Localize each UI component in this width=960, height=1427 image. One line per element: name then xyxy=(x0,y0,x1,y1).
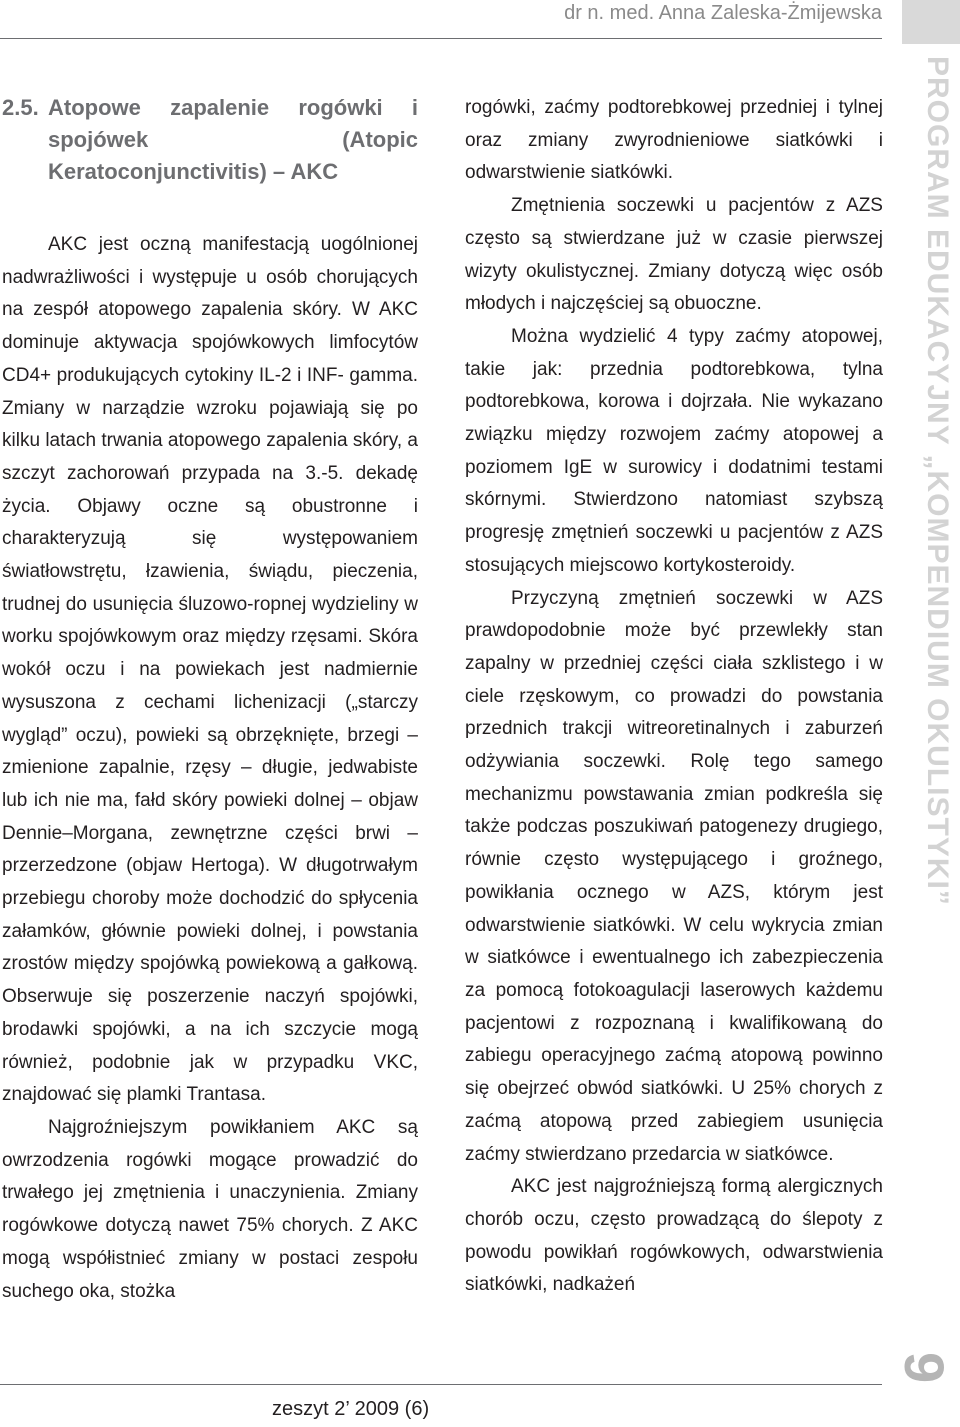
section-number: 2.5. xyxy=(2,95,39,120)
right-column xyxy=(465,92,883,1302)
header-divider xyxy=(0,38,882,39)
issue-label: zeszyt 2’ 2009 (6) xyxy=(272,1398,430,1420)
paragraph: rogówki, zaćmy podtorebkowej przedniej i tylnej oraz zmiany zwyrodnieniowe siatkówki i odwarstwienie siatkówki. xyxy=(465,97,883,184)
paragraph: Najgroźniejszym powikłaniem AKC są owrzodzenia rogówki mogące prowadzić do trwałego jej zmętnienia i unaczynienia. Zmiany rogówkowe dotyczą nawet 75% chorych. Z AKC mogą współistnieć zmiany w postaci zespołu suchego oka, stożka xyxy=(2,1116,418,1302)
paragraph: Zmętnienia soczewki u pacjentów z AZS często są stwierdzane już w czasie pierwszej wizyty okulistycznej. Zmiany dotyczą więc osób młodych i najczęściej są obuoczne. xyxy=(465,195,883,315)
paragraph: AKC jest najgroźniejszą formą alergicznych chorób oczu, często prowadzącą do ślepoty z powodu powikłań rogówkowych, odwarstwienia siatkówki, nadkażeń xyxy=(465,1176,883,1296)
program-vertical-label: PROGRAM EDUKACYJNY „KOMPENDIUM OKULISTYKI” xyxy=(921,56,954,906)
section-title: Atopowe zapalenie rogówki i spojówek (Atopic Keratoconjunctivitis) – AKC xyxy=(48,95,418,184)
section-heading xyxy=(2,92,418,188)
footer-divider xyxy=(0,1384,882,1385)
page-number: 9 xyxy=(893,1352,956,1384)
paragraph: AKC jest oczną manifestacją uogólnionej nadwrażliwości i występuje u osób chorujących na zespół atopowego zapalenia skóry. W AKC dominuje aktywacja spojówkowych limfocytów CD4+ produkujących cytokiny IL-2 i INF- gamma. Zmiany w narządzie wzroku pojawiają się po kilku latach trwania atopowego zapalenia skóry, a szczyt zachorowań przypada na 3.-5. dekadę życia. Objawy oczne są obustronne i charakteryzują się występowaniem światłowstrętu, łzawienia, świądu, pieczenia, trudnej do usunięcia śluzowo-ropnej wydzieliny w worku spojówkowym oraz między rzęsami. Skóra wokół oczu i na powiekach jest nadmiernie wysuszona z cechami lichenizacji („starczy wygląd” oczu), powieki są obrzęknięte, brzegi – zmienione zapalnie, rzęsy – długie, jedwabiste lub ich nie ma, fałd skóry powieki dolnej – objaw Dennie–Morgana, zewnętrzne części brwi – przerzedzone (objaw Hertoga). W długotrwałym przebiegu choroby może dochodzić do spłycenia załamków, głównie powieki dolnej, i powstania zrostów między spojówką powiekową a gałkową. Obserwuje się poszerzenie naczyń spojówki, brodawki spojówki, a na ich szczycie mogą również, podobnie jak w przypadku VKC, znajdować się plamki Trantasa. xyxy=(2,234,418,1106)
side-tab xyxy=(902,0,960,44)
paragraph: Przyczyną zmętnień soczewki w AZS prawdopodobnie może być przewlekły stan zapalny w przedniej części ciała szklistego i w ciele rzęskowym, co prowadzi do powstania przednich trakcji witreoretinalnych i zaburzeń odżywiania soczewki. Rolę tego samego mechanizmu powstawania zmian podkreśla się także podczas poszukiwań patogenezy drugiego, równie często występującego i groźnego, powikłania ocznego w AZS, którym jest odwarstwienie siatkówki. W celu wykrycia zmian w siatkówce i ewentualnego ich zabezpieczenia za pomocą fotokoagulacji laserowych każdemu pacjentowi z rozpoznaną i kwalifikowaną do zabiegu operacyjnego zaćmą atopową powinno się obejrzeć obwód siatkówki. U 25% chorych z zaćmą atopową przed zabiegiem usunięcia zaćmy stwierdzano przedarcia w siatkówce. xyxy=(465,587,883,1165)
paragraph: Można wydzielić 4 typy zaćmy atopowej, takie jak: przednia podtorebkowa, tylna podtorebkowa, korowa i dojrzała. Nie wykazano związku między rozwojem zaćmy atopowej a poziomem IgE w surowicy i dodatnimi testami skórnymi. Stwierdzono natomiast szybszą progresję zmętnień soczewki u pacjentów z AZS stosujących miejscowo kortykosteroidy. xyxy=(465,325,883,576)
header-author: dr n. med. Anna Zaleska-Żmijewska xyxy=(564,2,882,24)
left-column xyxy=(2,92,418,1308)
